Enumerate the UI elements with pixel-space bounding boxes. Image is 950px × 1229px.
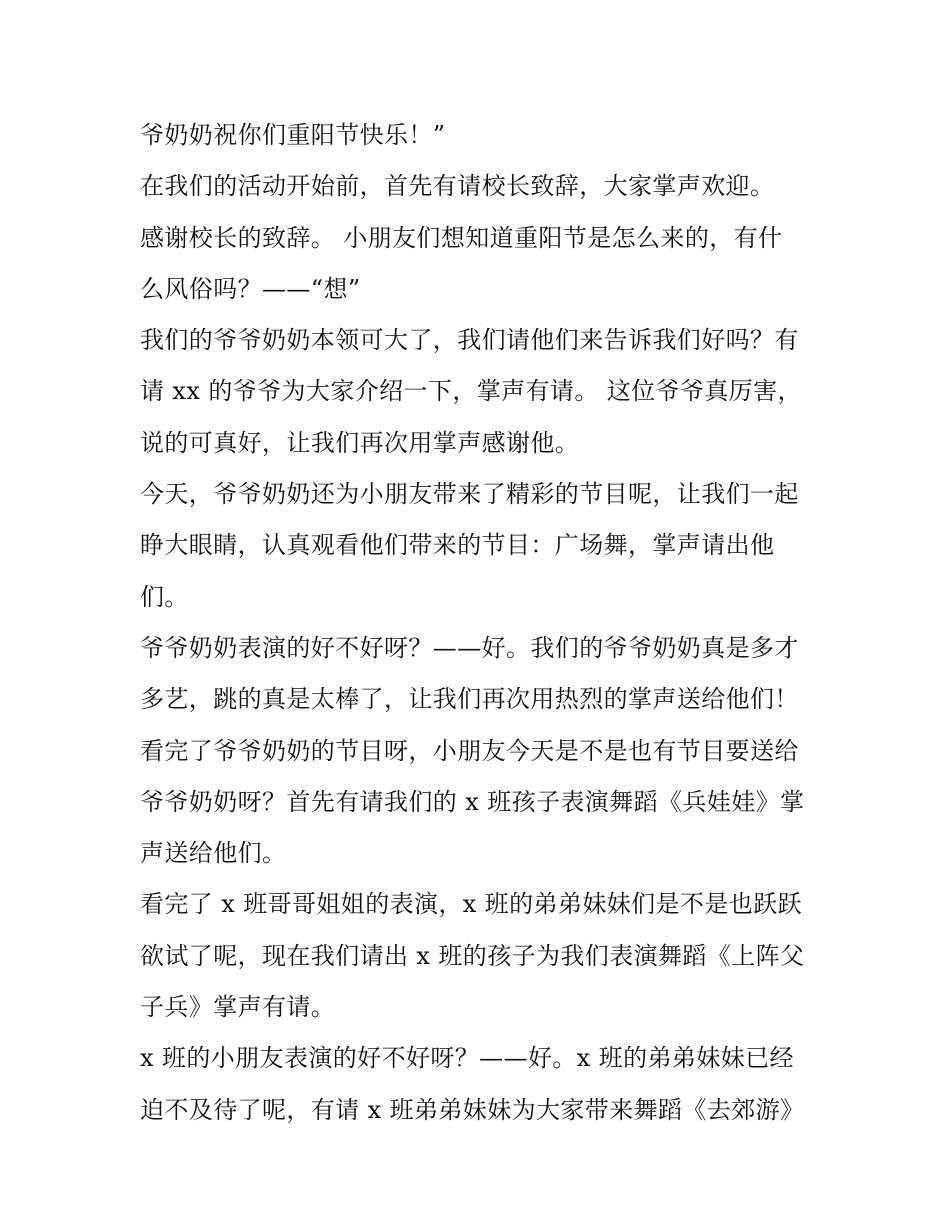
text-line: 我们的爷爷奶奶本领可大了，我们请他们来告诉我们好吗？有 <box>140 326 799 355</box>
text-line: 子兵》掌声有请。 <box>140 993 336 1022</box>
text-line: 们。 <box>140 582 189 611</box>
text-line: 声送给他们。 <box>140 839 287 868</box>
text-line: 看完了爷爷奶奶的节目呀，小朋友今天是不是也有节目要送给 <box>140 736 799 765</box>
text-line: 感谢校长的致辞。 小朋友们想知道重阳节是怎么来的，有什 <box>140 223 783 252</box>
text-line: 欲试了呢，现在我们请出 x 班的孩子为我们表演舞蹈《上阵父 <box>140 941 805 970</box>
text-line: 今天，爷爷奶奶还为小朋友带来了精彩的节目呢，让我们一起 <box>140 480 799 509</box>
text-line: 睁大眼睛，认真观看他们带来的节目：广场舞，掌声请出他 <box>140 531 775 560</box>
text-line: 多艺，跳的真是太棒了，让我们再次用热烈的掌声送给他们！ <box>140 685 799 714</box>
text-line: 看完了 x 班哥哥姐姐的表演，x 班的弟弟妹妹们是不是也跃跃 <box>140 890 802 919</box>
text-line: 迫不及待了呢，有请 x 班弟弟妹妹为大家带来舞蹈《去郊游》 <box>140 1095 805 1124</box>
text-line: 在我们的活动开始前，首先有请校长致辞，大家掌声欢迎。 <box>140 172 775 201</box>
text-line: 爷爷奶奶表演的好不好呀？——好。我们的爷爷奶奶真是多才 <box>140 633 799 662</box>
text-line: 说的可真好，让我们再次用掌声感谢他。 <box>140 428 580 457</box>
text-line: 请 xx 的爷爷为大家介绍一下，掌声有请。 这位爷爷真厉害， <box>140 377 802 406</box>
document-body <box>140 110 820 1136</box>
text-line: 爷奶奶祝你们重阳节快乐！” <box>140 121 446 149</box>
text-line: 爷爷奶奶呀？首先有请我们的 x 班孩子表演舞蹈《兵娃娃》掌 <box>140 787 805 816</box>
text-line: 么风俗吗？——“想” <box>140 274 361 303</box>
text-line: x 班的小朋友表演的好不好呀？——好。x 班的弟弟妹妹已经 <box>140 1044 794 1073</box>
